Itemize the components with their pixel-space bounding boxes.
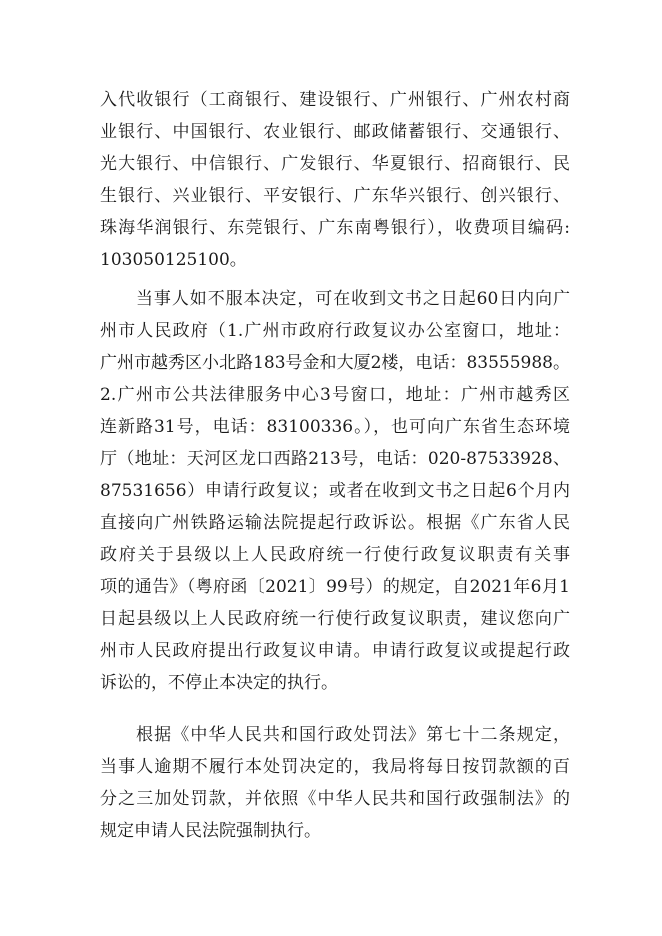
text-line: 2.广州市公共法律服务中心3号窗口，地址：广州市越秀区 (100, 385, 570, 405)
text-line: 诉讼的，不停止本决定的执行。 (100, 673, 338, 693)
paragraph-administrative-review (100, 283, 570, 699)
text-line: 连新路31号，电话：83100336。），也可向广东省生态环境 (100, 417, 570, 437)
text-line: 政府关于县级以上人民政府统一行使行政复议职责有关事 (100, 545, 570, 565)
text-line: 光大银行、中信银行、广发银行、华夏银行、招商银行、民 (100, 154, 570, 174)
text-line: 厅（地址：天河区龙口西路213号，电话：020-87533928、 (100, 449, 570, 469)
text-line: 分之三加处罚款，并依照《中华人民共和国行政强制法》的 (100, 789, 570, 809)
text-line: 当事人逾期不履行本处罚决定的，我局将每日按罚款额的百 (100, 757, 570, 777)
text-line: 州市人民政府（1.广州市政府行政复议办公室窗口，地址： (100, 321, 570, 341)
text-line: 业银行、中国银行、农业银行、邮政储蓄银行、交通银行、 (100, 122, 570, 142)
text-line: 规定申请人民法院强制执行。 (100, 821, 321, 841)
text-line: 珠海华润银行、东莞银行、广东南粤银行），收费项目编码: (100, 218, 570, 238)
text-line: 当事人如不服本决定，可在收到文书之日起60日内向广 (136, 289, 570, 309)
text-line: 广州市越秀区小北路183号金和大厦2楼，电话：83555988。 (100, 353, 570, 373)
text-line: 103050125100。 (100, 250, 247, 270)
paragraph-payment-banks (100, 84, 570, 276)
text-line: 项的通告》（粤府函〔2021〕99号）的规定，自2021年6月1 (100, 577, 570, 597)
text-line: 生银行、兴业银行、平安银行、广东华兴银行、创兴银行、 (100, 186, 570, 206)
text-line: 87531656）申请行政复议；或者在收到文书之日起6个月内 (100, 481, 570, 501)
text-line: 日起县级以上人民政府统一行使行政复议职责，建议您向广 (100, 609, 570, 629)
paragraph-penalty-enforcement (100, 719, 570, 847)
text-line: 入代收银行（工商银行、建设银行、广州银行、广州农村商 (100, 90, 570, 110)
text-line: 州市人民政府提出行政复议申请。申请行政复议或提起行政 (100, 641, 570, 661)
text-line: 直接向广州铁路运输法院提起行政诉讼。根据《广东省人民 (100, 513, 570, 533)
text-line: 根据《中华人民共和国行政处罚法》第七十二条规定， (136, 725, 570, 745)
